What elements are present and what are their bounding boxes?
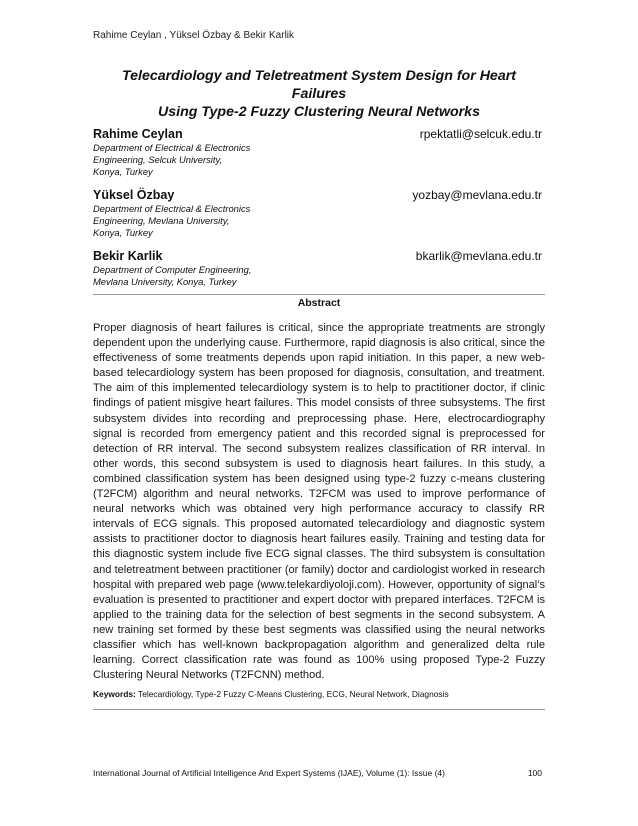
- divider: [93, 709, 545, 710]
- author-name: Yüksel Özbay: [93, 188, 175, 202]
- author-affiliation: [93, 264, 545, 288]
- author-name: Rahime Ceylan: [93, 127, 183, 141]
- affiliation-line: Engineering, Mevlana University,: [93, 215, 230, 226]
- keywords-text: Telecardiology, Type-2 Fuzzy C-Means Clustering, ECG, Neural Network, Diagnosis: [138, 689, 449, 699]
- affiliation-line: Department of Computer Engineering,: [93, 264, 252, 275]
- author-block: [93, 127, 545, 178]
- abstract-heading: Abstract: [297, 297, 341, 309]
- author-email[interactable]: rpektatli@selcuk.edu.tr: [419, 127, 542, 141]
- paper-title: [93, 67, 545, 121]
- journal-citation: International Journal of Artificial Intelligence And Expert Systems (IJAE), Volume (1): Issue (4): [93, 768, 445, 778]
- author-affiliation: [93, 203, 545, 239]
- affiliation-line: Department of Electrical & Electronics: [93, 203, 251, 214]
- divider: [93, 294, 545, 295]
- title-line-2: Using Type-2 Fuzzy Clustering Neural Networks: [158, 104, 480, 120]
- author-name: Bekir Karlik: [93, 249, 163, 263]
- keywords: [93, 689, 545, 699]
- author-block: [93, 188, 545, 239]
- affiliation-line: Engineering, Selcuk University,: [93, 154, 223, 165]
- author-email[interactable]: yozbay@mevlana.edu.tr: [412, 188, 542, 202]
- abstract-body: Proper diagnosis of heart failures is critical, since the appropriate treatments are strongly dependent upon the underlying cause. Furthermore, rapid diagnosis is also critical, since the effectiveness of some treatments depends upon rapid initiation. In this paper, a new web-based telecardiology system has been proposed for diagnosis, consultation, and treatment. The aim of this implemented telecardiology system is to help to practitioner doctor, if clinic findings of patient misgive heart failures. This model consists of three subsystems. The first subsystem divides into recording and preprocessing phase. Here, electrocardiography signal is recorded from emergency patient and this recorded signal is preprocessed for detection of RR interval. The second subsystem realizes classification of RR interval. In other words, this second subsystem is used to diagnosis heart failures. In this study, a combined classification system has been designed using type-2 fuzzy c-means clustering (T2FCM) algorithm and neural networks. T2FCM was used to improve performance of neural networks which was obtained very high performance accuracy to classify RR intervals of ECG signals. This proposed automated telecardiology and diagnostic system assists to practitioner doctor to diagnosis heart failures easily. Training and testing data for this diagnostic system include five ECG signal classes. The third subsystem is consultation and teletreatment between practitioner (or family) doctor and cardiologist worked in research hospital with prepared web page (www.telekardiyoloji.com). However, opportunity of signal’s evaluation is presented to practitioner and expert doctor with prepared interfaces. T2FCM is applied to the training data for the selection of best segments in the second subsystem. A new training set formed by these best segments was classified using the neural networks classifier which has well-known backpropagation algorithm and generalized delta rule learning. Correct classification rate was found as 100% using proposed Type-2 Fuzzy Clustering Neural Networks (T2FCNN) method.: [93, 322, 545, 682]
- author-affiliation: [93, 142, 545, 178]
- title-line-1: Telecardiology and Teletreatment System Design for Heart Failures: [122, 68, 516, 102]
- author-block: [93, 249, 545, 288]
- page-number: 100: [527, 768, 542, 778]
- affiliation-line: Konya, Turkey: [93, 227, 153, 238]
- keywords-label: Keywords:: [93, 689, 136, 699]
- running-head: Rahime Ceylan , Yüksel Özbay & Bekir Karlik: [93, 30, 295, 41]
- page-footer: [93, 768, 545, 778]
- affiliation-line: Department of Electrical & Electronics: [93, 142, 251, 153]
- affiliation-line: Konya, Turkey: [93, 166, 153, 177]
- author-email[interactable]: bkarlik@mevlana.edu.tr: [415, 249, 542, 263]
- affiliation-line: Mevlana University, Konya, Turkey: [93, 276, 237, 287]
